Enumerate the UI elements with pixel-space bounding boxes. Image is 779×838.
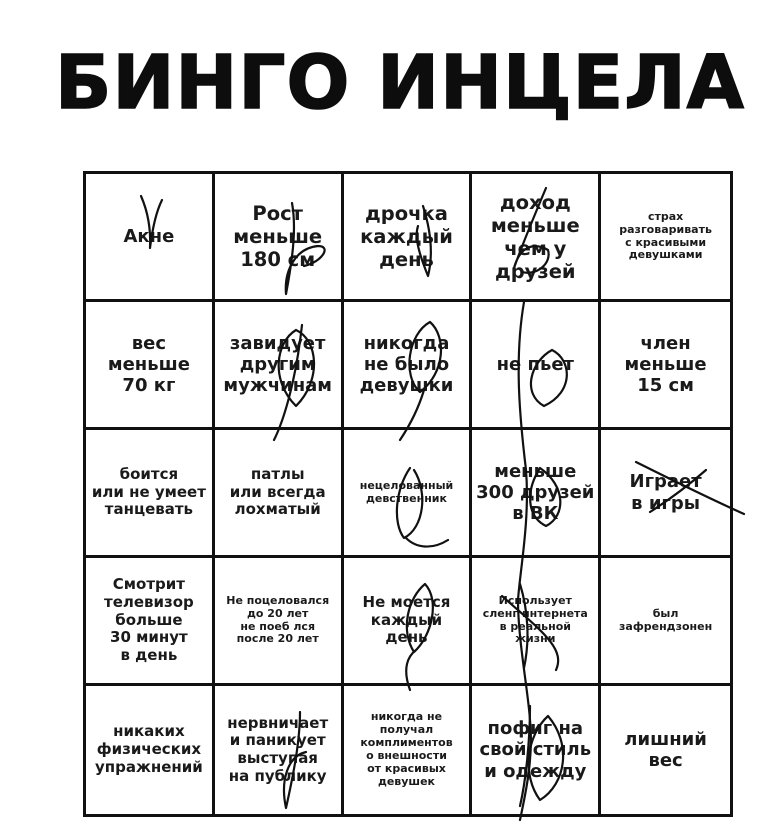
bingo-cell-overweight[interactable] xyxy=(601,686,730,814)
cell-label: был зафрендзонен xyxy=(619,606,713,633)
cell-label: патлы или всегда лохматый xyxy=(229,464,326,519)
bingo-cell-height[interactable] xyxy=(215,174,344,302)
bingo-cell-acne[interactable] xyxy=(86,174,215,302)
bingo-cell-income[interactable] xyxy=(472,174,601,302)
bingo-cell-dancing[interactable] xyxy=(86,430,215,558)
cell-label: нервничает и паникует выступая на публику xyxy=(227,713,329,785)
bingo-cell-vk-friends[interactable] xyxy=(472,430,601,558)
bingo-cell-virgin[interactable] xyxy=(344,430,473,558)
cell-label: Рост меньше 180 см xyxy=(233,202,323,271)
cell-label: боится или не умеет танцевать xyxy=(91,464,206,519)
bingo-cell-not-kissed[interactable] xyxy=(215,558,344,686)
cell-label: Акне xyxy=(123,225,175,247)
cell-label: лишний вес xyxy=(624,728,707,771)
bingo-title: БИНГО ИНЦЕЛА xyxy=(55,40,745,126)
bingo-cell-no-compliments[interactable] xyxy=(344,686,473,814)
cell-label: не пьет xyxy=(496,353,574,375)
cell-label: меньше 300 друзей в ВК xyxy=(476,460,595,525)
cell-label: никаких физических упражнений xyxy=(94,722,203,776)
cell-label: пофиг на свой стиль и одежду xyxy=(479,718,592,782)
cell-label: Играет в игры xyxy=(629,471,702,514)
cell-label: Использует сленг интернета в реальной жизни xyxy=(482,593,588,646)
cell-label: нецелованный девственник xyxy=(359,478,454,505)
cell-label: Не поцеловался до 20 лет не поеб лся после 20 лет xyxy=(226,593,330,646)
bingo-cell-tv[interactable] xyxy=(86,558,215,686)
bingo-cell-weight[interactable] xyxy=(86,302,215,430)
bingo-cell-public-speaking[interactable] xyxy=(215,686,344,814)
bingo-cell-size[interactable] xyxy=(601,302,730,430)
cell-label: завидует другим мужчинам xyxy=(223,332,332,397)
bingo-board xyxy=(83,171,733,817)
bingo-cell-messy-hair[interactable] xyxy=(215,430,344,558)
cell-label: Смотрит телевизор больше 30 минут в день xyxy=(104,575,194,665)
bingo-cell-no-shower[interactable] xyxy=(344,558,473,686)
bingo-cell-no-exercise[interactable] xyxy=(86,686,215,814)
cell-label: доход меньше чем у друзей xyxy=(490,190,580,283)
bingo-cell-games[interactable] xyxy=(601,430,730,558)
bingo-cell-no-drinking[interactable] xyxy=(472,302,601,430)
cell-label: Не моется каждый день xyxy=(362,592,451,647)
cell-label: никогда не было девушки xyxy=(359,332,454,397)
bingo-cell-style[interactable] xyxy=(472,686,601,814)
bingo-cell-internet-slang[interactable] xyxy=(472,558,601,686)
bingo-cell-friendzoned[interactable] xyxy=(601,558,730,686)
cell-label: страх разговаривать с красивыми девушками xyxy=(619,209,712,262)
bingo-cell-no-girlfriend[interactable] xyxy=(344,302,473,430)
cell-label: дрочка каждый день xyxy=(360,202,453,271)
bingo-cell-daily-masturbation[interactable] xyxy=(344,174,473,302)
bingo-cell-envy[interactable] xyxy=(215,302,344,430)
cell-label: вес меньше 70 кг xyxy=(107,332,190,397)
bingo-cell-fear-talking[interactable] xyxy=(601,174,730,302)
cell-label: член меньше 15 см xyxy=(624,332,707,397)
cell-label: никогда не получал комплиментов о внешности от красивых девушек xyxy=(360,710,453,788)
